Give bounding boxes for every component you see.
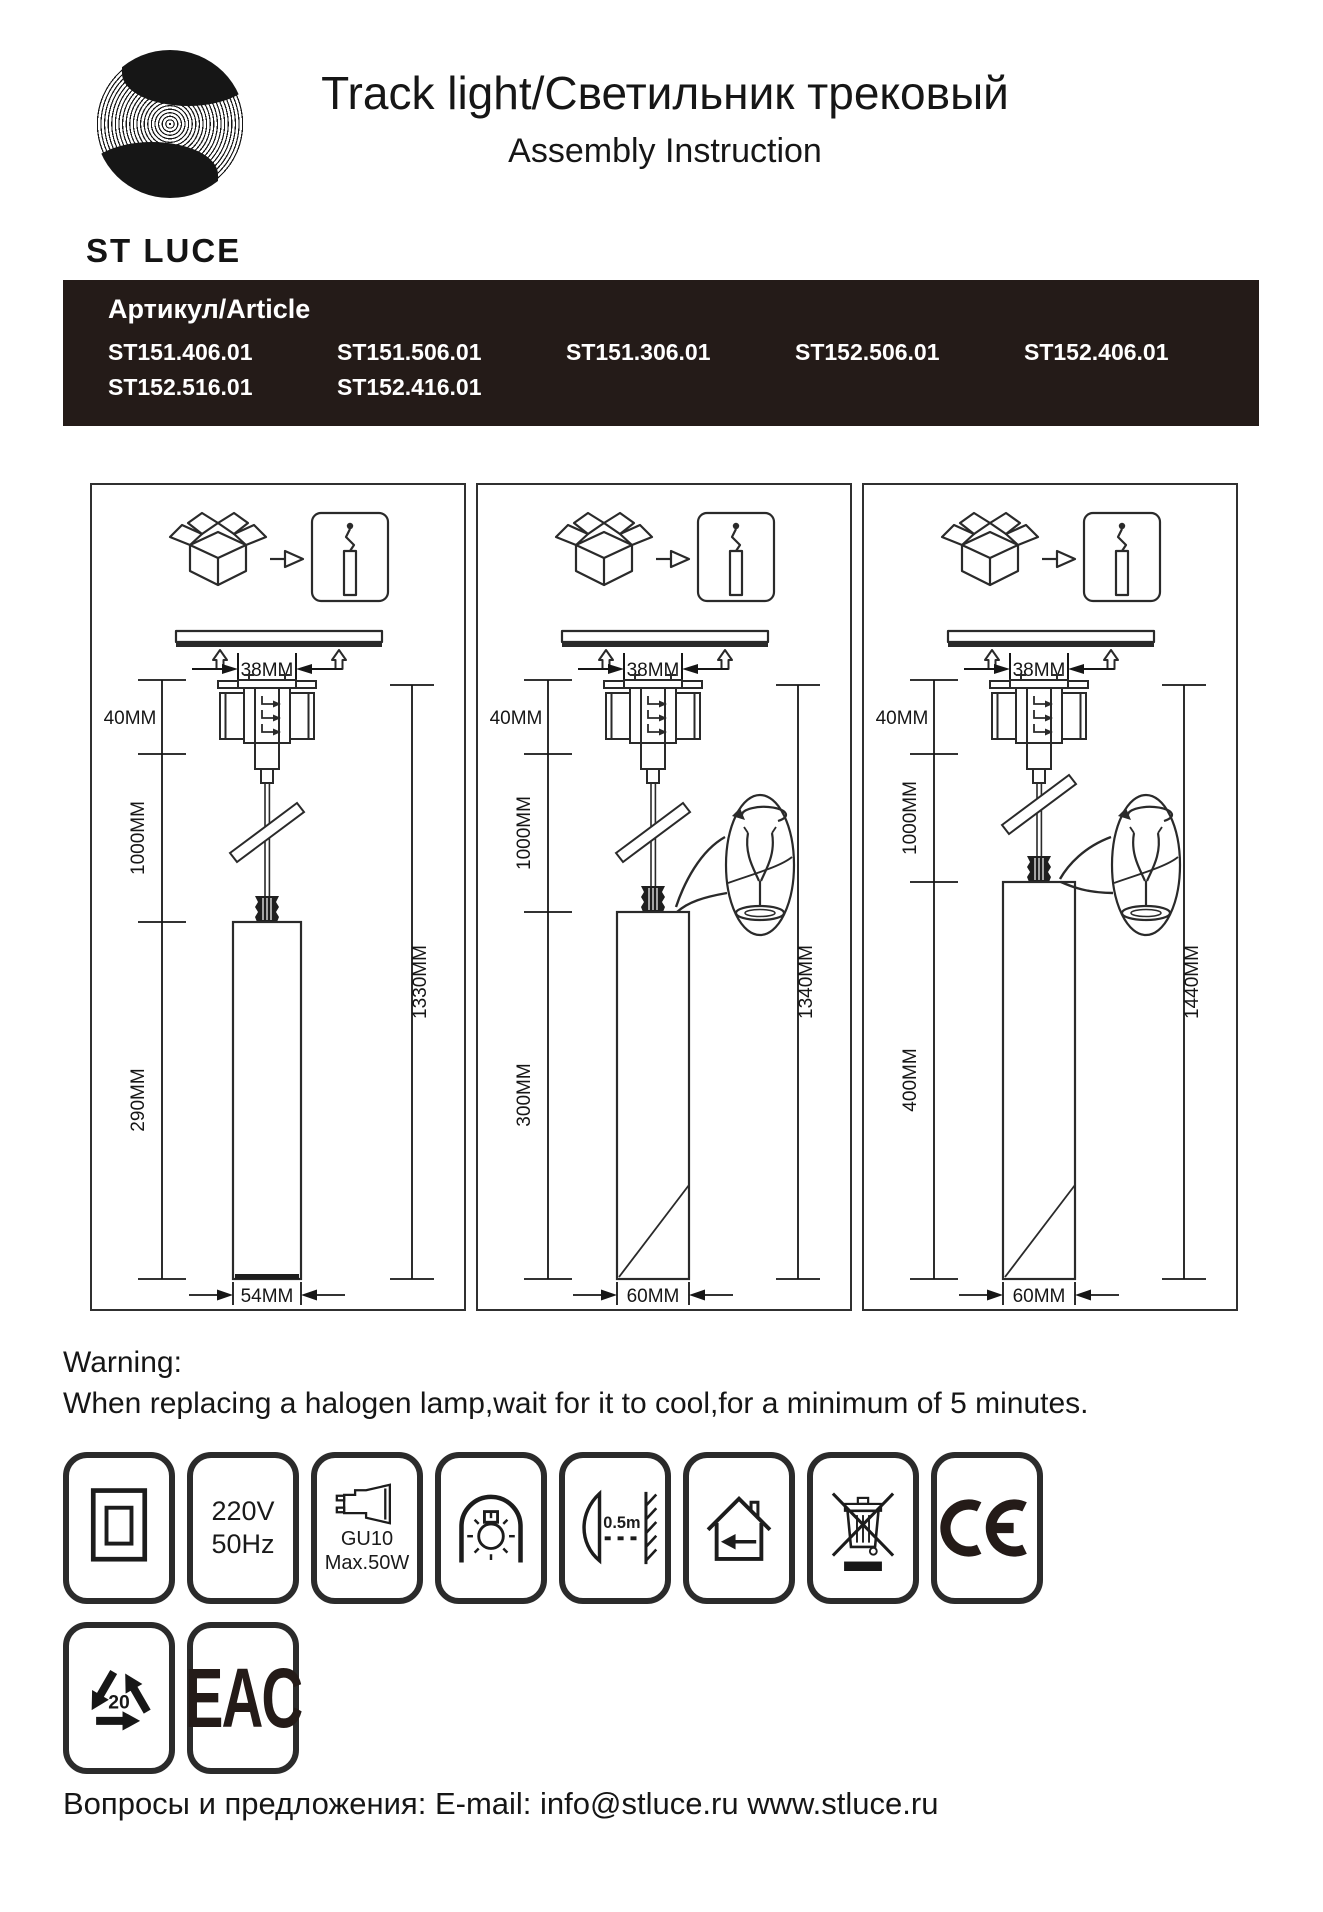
article-number: ST151.506.01 — [337, 339, 482, 365]
warning-text: When replacing a halogen lamp,wait for it to cool,for a minimum of 5 minutes. — [63, 1387, 1089, 1420]
eac-label: EAC — [184, 1650, 302, 1746]
recycle-20-icon — [63, 1622, 175, 1774]
ce-mark — [931, 1452, 1043, 1604]
pendant-diagram-2 — [478, 485, 850, 1309]
warning-title: Warning: — [63, 1346, 182, 1379]
frequency-label: 50Hz — [211, 1529, 275, 1559]
certification-icons-row-2 — [63, 1622, 302, 1774]
article-heading: Артикул/Article — [108, 294, 311, 324]
dim-body-height: 300MM — [514, 1063, 535, 1127]
voltage-label: 220V — [211, 1496, 275, 1526]
article-number: ST152.406.01 — [1024, 339, 1169, 365]
weee-crossed-bin-icon — [807, 1452, 919, 1604]
min-distance-icon — [559, 1452, 671, 1604]
class-ii-insulation-icon — [63, 1452, 175, 1604]
dim-cord-length: 1000MM — [900, 781, 921, 855]
certification-icons-row-1 — [63, 1452, 1043, 1604]
warning-block — [63, 1342, 1088, 1424]
gu10-lamp-icon — [311, 1452, 423, 1604]
dim-adapter-height: 40MM — [489, 708, 543, 729]
dim-total-height: 1340MM — [796, 945, 817, 1019]
lamp-type-label: GU10 — [340, 1528, 394, 1550]
dim-total-height: 1440MM — [1182, 945, 1203, 1019]
article-row-2 — [108, 370, 1259, 405]
diagram-panel-2 — [476, 483, 852, 1311]
dim-body-width: 60MM — [626, 1286, 680, 1307]
dim-track-width: 38MM — [1012, 660, 1066, 681]
article-number: ST152.516.01 — [108, 374, 253, 400]
pendant-diagram-1 — [92, 485, 464, 1309]
article-number: ST152.506.01 — [795, 339, 940, 365]
diagram-panel-3 — [862, 483, 1238, 1311]
footer-contact: Вопросы и предложения: E-mail: info@stluce.ru www.stluce.ru — [63, 1786, 939, 1821]
diagram-panels — [90, 483, 1238, 1311]
left-dimension-lines — [910, 680, 958, 1279]
page-subtitle: Assembly Instruction — [508, 132, 822, 170]
recycle-number-label: 20 — [108, 1691, 130, 1714]
dim-cord-length: 1000MM — [128, 801, 149, 875]
dim-body-height: 290MM — [128, 1068, 149, 1132]
left-dimension-lines — [138, 680, 186, 1279]
pendant-diagram-3 — [864, 485, 1236, 1309]
dim-cord-length: 1000MM — [514, 796, 535, 870]
brand-name: ST LUCE — [86, 232, 242, 269]
article-bar — [63, 280, 1259, 426]
voltage-rating — [187, 1452, 299, 1604]
dim-body-width: 60MM — [1012, 1286, 1066, 1307]
dim-adapter-height: 40MM — [875, 708, 929, 729]
dim-track-width: 38MM — [626, 660, 680, 681]
page-title: Track light/Светильник трековый — [321, 67, 1009, 119]
eac-mark — [184, 1622, 302, 1774]
article-number: ST151.306.01 — [566, 339, 711, 365]
title-block — [170, 0, 1160, 171]
min-distance-label: 0.5m — [603, 1514, 641, 1532]
lamp-power-label: Max.50W — [324, 1552, 410, 1574]
article-number: ST151.406.01 — [108, 339, 253, 365]
dim-total-height: 1330MM — [410, 945, 431, 1019]
article-number: ST152.416.01 — [337, 374, 482, 400]
indoor-use-house-icon — [683, 1452, 795, 1604]
dim-body-width: 54MM — [240, 1286, 294, 1307]
dim-body-height: 400MM — [900, 1048, 921, 1112]
article-row-1 — [108, 335, 1259, 370]
dim-adapter-height: 40MM — [103, 708, 157, 729]
diagram-panel-1 — [90, 483, 466, 1311]
dim-track-width: 38MM — [240, 660, 294, 681]
left-dimension-lines — [524, 680, 572, 1279]
indoor-luminaire-icon — [435, 1452, 547, 1604]
